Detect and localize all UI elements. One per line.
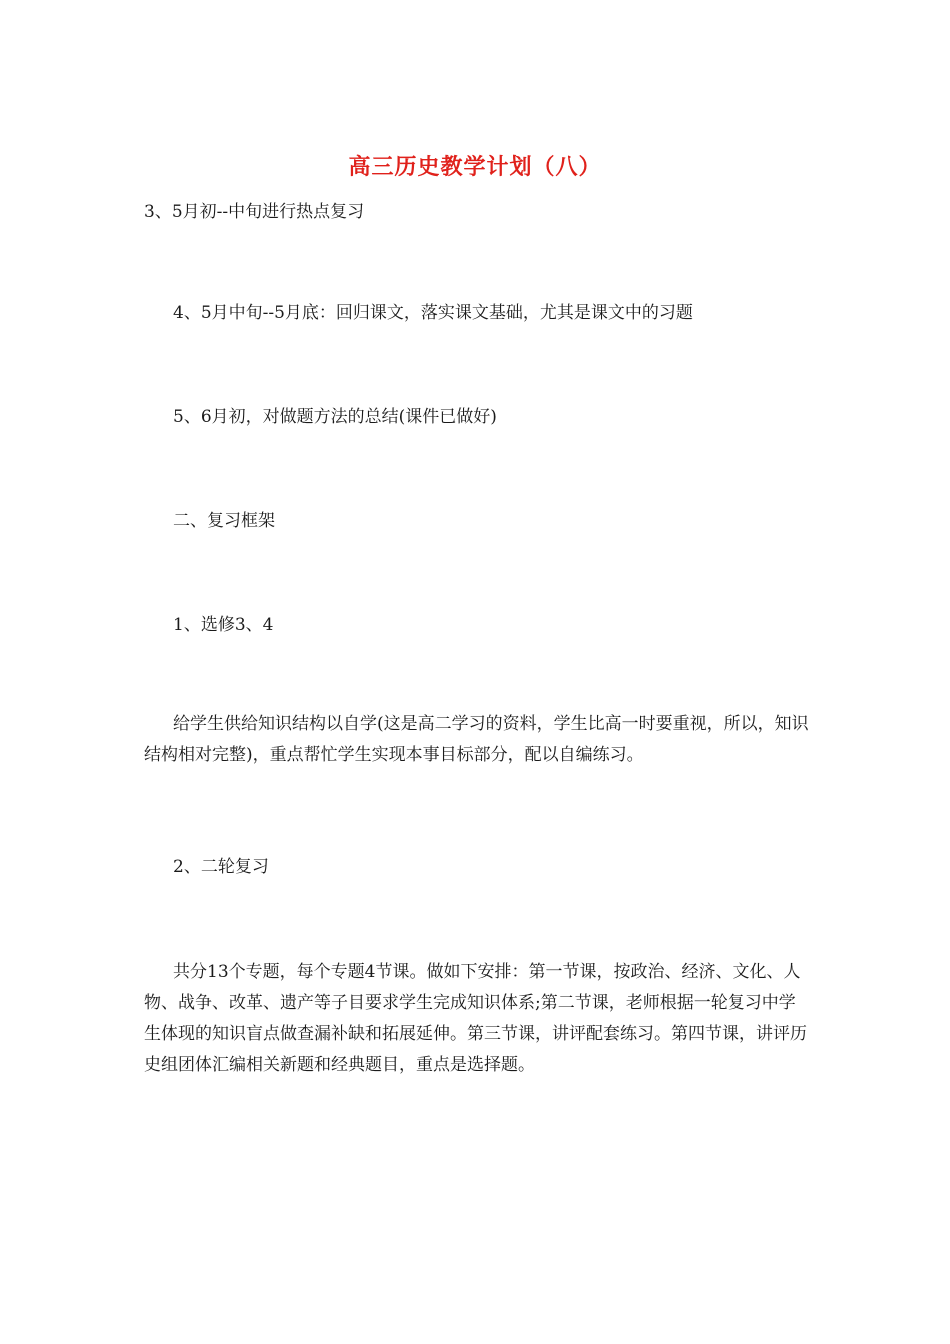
subheading-second-round: 2、二轮复习 [173, 857, 269, 877]
section-heading-review-framework: 二、复习框架 [173, 511, 275, 531]
document-title: 高三历史教学计划（八） [348, 154, 602, 180]
subheading-elective: 1、选修3、4 [173, 615, 274, 635]
paragraph-elective: 给学生供给知识结构以自学(这是高二学习的资料，学生比高一时要重视，所以，知识结构相对完整)，重点帮忙学生实现本事目标部分，配以自编练习。 [144, 714, 809, 765]
paragraph-second-round: 共分13个专题，每个专题4节课。做如下安排：第一节课，按政治、经济、文化、人物、战争、改革、遗产等子目要求学生完成知识体系;第二节课，老师根据一轮复习中学生体现的知识盲点做查漏补缺和拓展延伸。第三节课，讲评配套练习。第四节课，讲评历史组团体汇编相关新题和经典题目，重点是选择题。 [144, 962, 807, 1075]
plan-item-5: 5、6月初，对做题方法的总结(课件已做好) [173, 407, 497, 427]
plan-item-4: 4、5月中旬--5月底：回归课文，落实课文基础，尤其是课文中的习题 [173, 303, 693, 323]
plan-item-3: 3、5月初--中旬进行热点复习 [144, 202, 365, 222]
